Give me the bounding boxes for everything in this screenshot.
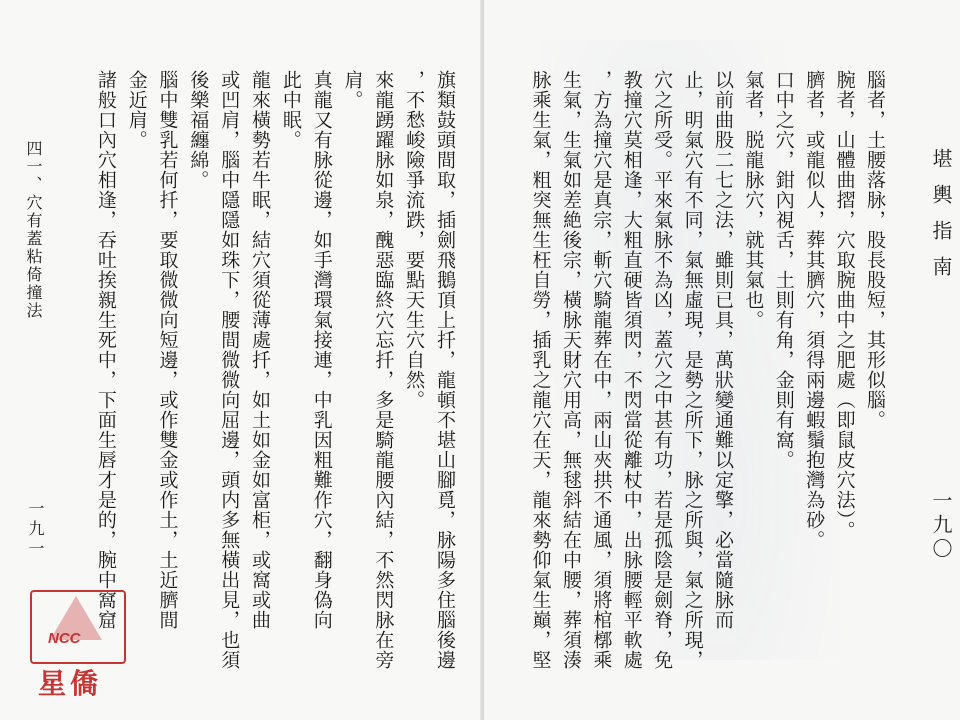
text-column: 諸般口內穴相逢，吞吐挨親生死中，下面生唇才是的，腕中窩窟: [94, 70, 117, 630]
text-column: 止，明氣穴有不同，氣無虛現，是勢之所下，脉之所與，氣之所現，: [681, 70, 704, 670]
text-column: 旗類鼓頭間取，插劍飛鵝頂上扦，龍頓不堪山腳覓，脉陽多住腦後邊: [434, 70, 456, 670]
right-running-header: 堪輿指南: [929, 148, 953, 292]
text-column: 脉乘生氣，粗突無生枉自勞，插乳之龍穴在天，龍來勢仰氣生巔，堅: [529, 70, 552, 670]
text-column: 腦者，土腰落脉，股長股短，其形似腦。: [864, 70, 886, 430]
text-column: 金近肩。: [125, 70, 148, 150]
text-column: 腦中雙乳若何扦，要取微微向短邊，或作雙金或作土，土近臍間: [156, 70, 179, 630]
text-column: 真龍又有脉從邊，如手灣環氣接連，中乳因粗難作穴，翻身偽向: [310, 70, 333, 630]
left-text-block: [90, 70, 460, 670]
text-column: 臍者，或龍似人，葬其臍穴，須得兩邊蝦鬚抱灣為砂。: [803, 70, 826, 550]
right-text-block: [525, 70, 890, 670]
text-column: 肩。: [341, 70, 364, 110]
text-column: 此中眠。: [279, 70, 302, 150]
left-running-header: 四一、穴有蓋粘倚撞法: [24, 140, 43, 320]
left-page-number: 一九一: [26, 500, 45, 560]
text-column: 來龍踴躍脉如泉，醜惡臨終穴忘扦，多是騎龍腰內結，不然閃脉在旁: [372, 70, 395, 670]
text-column: 以前曲股二七之法，雖則已具，萬狀變通難以定擎，必當隨脉而: [711, 70, 734, 630]
text-column: 生氣，生氣如差絶後宗，橫脉天財穴用高，無毬斜結在中腰，葬須湊: [559, 70, 582, 670]
text-column: 後樂福纏綿。: [187, 70, 210, 190]
text-column: 教撞穴莫相逢，大粗直硬皆須閃，不閃當從離杖中，出脉腰輕平軟處: [620, 70, 643, 670]
watermark-stamp: [30, 590, 130, 700]
right-page-number: 一九〇: [929, 490, 953, 562]
text-column: 口中之穴，鉗內視舌，土則有角，金則有窩。: [772, 70, 795, 470]
stamp-abbr: NCC: [48, 630, 81, 647]
text-column: 腕者，山體曲摺，穴取腕曲中之肥處（即鼠皮穴法）。: [833, 70, 856, 541]
text-column: ，方為撞穴是真宗，斬穴騎龍葬在中，兩山夾拱不通風，須將棺槨乘: [590, 70, 613, 670]
text-column: ，不愁峻險爭流跌，要點天生穴自然。: [403, 70, 426, 410]
text-column: 氣者，脱龍脉穴，就其氣也。: [742, 70, 765, 330]
stamp-name: 星僑: [38, 667, 103, 700]
text-column: 或凹肩，腦中隱隱如珠下，腰間微微向屈邊，頭内多無橫出見，也須: [218, 70, 241, 670]
text-column: 龍來橫勢若牛眠，結穴須從薄處扦，如土如金如富柜，或窩或曲: [249, 70, 272, 630]
text-column: 穴之所受。平來氣脉不為凶，蓋穴之中甚有功，若是孤陰是劍脊，免: [651, 70, 674, 670]
